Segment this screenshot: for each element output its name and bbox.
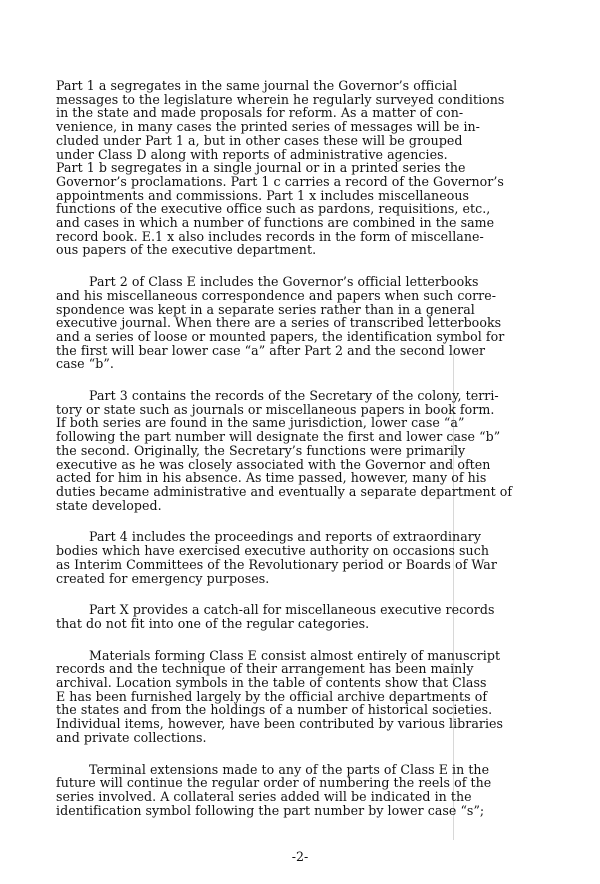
text-line: following the part number will designate the first and lower case “b”	[56, 429, 501, 445]
text-line: venience, in many cases the printed series of messages will be in-	[56, 119, 480, 135]
text-line: records and the technique of their arrangement has been mainly	[56, 661, 474, 677]
text-line: state developed.	[56, 497, 162, 513]
text-line: functions of the executive office such as pardons, requisitions, etc.,	[56, 201, 491, 217]
text-line: executive journal. When there are a series of transcribed letterbooks	[56, 315, 502, 331]
paragraph	[56, 79, 586, 257]
text-line: cluded under Part 1 a, but in other cases these will be grouped	[56, 132, 463, 148]
text-line: Part 3 contains the records of the Secretary of the colony, terri-	[89, 388, 499, 404]
text-line: future will continue the regular order of numbering the reels of the	[56, 775, 492, 791]
text-line: and his miscellaneous correspondence and papers when such corre-	[56, 287, 497, 303]
text-line: Materials forming Class E consist almost entirely of manuscript	[89, 647, 501, 663]
text-line: and private collections.	[56, 729, 207, 745]
text-line: appointments and commissions. Part 1 x includes miscellaneous	[56, 187, 469, 203]
text-line: created for emergency purposes.	[56, 570, 270, 586]
text-line: the states and from the holdings of a number of historical societies.	[56, 702, 493, 718]
text-line: If both series are found in the same jurisdiction, lower case “a”	[56, 415, 465, 431]
paragraph	[56, 275, 586, 371]
paragraph	[56, 530, 586, 585]
text-line: Terminal extensions made to any of the parts of Class E in the	[89, 761, 490, 777]
text-line: record book. E.1 x also includes records in the form of miscellane-	[56, 228, 484, 244]
text-line: Individual items, however, have been contributed by various libraries	[56, 716, 504, 732]
text-line: acted for him in his absence. As time passed, however, many of his	[56, 470, 487, 486]
text-line: tory or state such as journals or miscellaneous papers in book form.	[56, 401, 495, 417]
text-line: duties became administrative and eventually a separate department of	[56, 483, 513, 499]
text-line: executive as he was closely associated with the Governor and often	[56, 456, 491, 472]
paragraph	[56, 603, 586, 630]
text-line: in the state and made proposals for reform. As a matter of con-	[56, 105, 464, 121]
text-line: Part X provides a catch-all for miscellaneous executive records	[89, 602, 495, 618]
text-line: case “b”.	[56, 356, 114, 372]
text-line: bodies which have exercised executive authority on occasions such	[56, 543, 489, 559]
text-line: Part 2 of Class E includes the Governor’s official letterbooks	[89, 274, 479, 290]
paragraph	[56, 763, 586, 818]
text-line: archival. Location symbols in the table of contents show that Class	[56, 675, 487, 691]
text-line: the second. Originally, the Secretary’s functions were primarily	[56, 442, 466, 458]
text-line: messages to the legislature wherein he regularly surveyed conditions	[56, 91, 505, 107]
text-line: Part 4 includes the proceedings and reports of extraordinary	[89, 529, 481, 545]
text-line: E has been furnished largely by the official archive departments of	[56, 688, 488, 704]
text-line: Governor’s proclamations. Part 1 c carries a record of the Governor’s	[56, 173, 504, 189]
text-line: as Interim Committees of the Revolutionary period or Boards of War	[56, 556, 497, 572]
text-line: spondence was kept in a separate series rather than in a general	[56, 301, 475, 317]
text-line: the first will bear lower case “a” after Part 2 and the second lower	[56, 342, 486, 358]
text-line: identification symbol following the part number by lower case “s”;	[56, 802, 485, 818]
page-number: -2-	[291, 849, 309, 864]
text-line: and cases in which a number of functions are combined in the same	[56, 215, 495, 231]
text-line: and a series of loose or mounted papers, the identification symbol for	[56, 328, 505, 344]
paragraph	[56, 649, 586, 745]
body-text	[56, 79, 586, 835]
text-line: ous papers of the executive department.	[56, 242, 317, 258]
text-line: series involved. A collateral series added will be indicated in the	[56, 788, 472, 804]
text-line: Part 1 b segregates in a single journal or in a printed series the	[56, 160, 466, 176]
text-line: that do not fit into one of the regular categories.	[56, 615, 370, 631]
paragraph	[56, 389, 586, 512]
text-line: Part 1 a segregates in the same journal the Governor’s official	[56, 78, 458, 93]
text-line: under Class D along with reports of administrative agencies.	[56, 146, 448, 162]
